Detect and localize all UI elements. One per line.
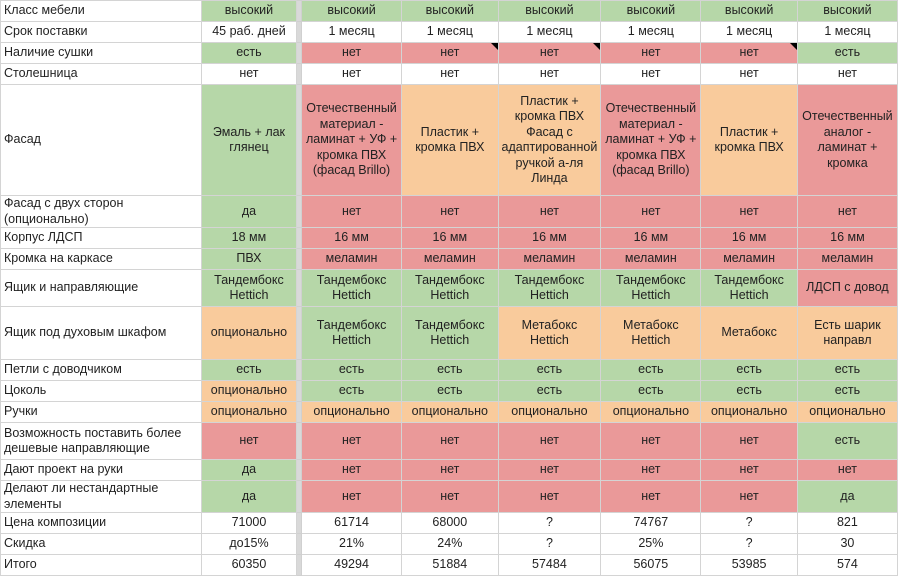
table-cell[interactable]: 30 (797, 534, 897, 555)
table-cell[interactable]: опционально (601, 402, 701, 423)
table-cell[interactable]: нет (701, 460, 797, 481)
table-cell[interactable]: есть (601, 381, 701, 402)
table-row (1, 85, 898, 196)
table-cell[interactable]: опционально (701, 402, 797, 423)
table-cell[interactable]: 16 мм (302, 228, 402, 249)
table-cell[interactable]: 1 месяц (302, 22, 402, 43)
table-cell[interactable]: да (201, 196, 297, 228)
table-cell[interactable]: меламин (701, 249, 797, 270)
table-cell[interactable]: 1 месяц (498, 22, 601, 43)
table-row (1, 381, 898, 402)
table-cell[interactable]: есть (498, 360, 601, 381)
table-cell[interactable]: 574 (797, 555, 897, 576)
table-cell[interactable]: нет (302, 481, 402, 513)
table-cell[interactable]: 61714 (302, 513, 402, 534)
table-cell[interactable]: высокий (201, 1, 297, 22)
table-cell[interactable]: 1 месяц (797, 22, 897, 43)
table-cell[interactable]: ПВХ (201, 249, 297, 270)
table-cell[interactable]: 16 мм (701, 228, 797, 249)
table-cell[interactable]: 74767 (601, 513, 701, 534)
table-cell[interactable]: меламин (402, 249, 498, 270)
table-cell[interactable]: есть (498, 381, 601, 402)
table-cell[interactable]: 1 месяц (402, 22, 498, 43)
table-cell[interactable]: высокий (402, 1, 498, 22)
table-cell[interactable]: нет (498, 196, 601, 228)
table-cell[interactable]: Отечественный аналог - ламинат + кромка (797, 85, 897, 196)
table-cell[interactable]: Тандембокс Hettich (302, 270, 402, 307)
table-cell[interactable]: 71000 (201, 513, 297, 534)
table-cell[interactable]: есть (797, 43, 897, 64)
table-cell[interactable]: высокий (498, 1, 601, 22)
row-label[interactable]: Петли с доводчиком (1, 360, 202, 381)
table-cell[interactable]: нет (498, 43, 601, 64)
table-cell[interactable]: опционально (498, 402, 601, 423)
table-cell[interactable]: 25% (601, 534, 701, 555)
table-cell[interactable]: высокий (701, 1, 797, 22)
table-cell[interactable]: нет (601, 460, 701, 481)
table-cell[interactable]: 16 мм (601, 228, 701, 249)
row-label[interactable]: Дают проект на руки (1, 460, 202, 481)
table-cell[interactable]: 56075 (601, 555, 701, 576)
row-label[interactable]: Ящик и направляющие (1, 270, 202, 307)
table-row (1, 555, 898, 576)
table-cell[interactable]: Тандембокс Hettich (201, 270, 297, 307)
table-cell[interactable]: Метабокс Hettich (498, 307, 601, 360)
table-cell[interactable]: нет (601, 196, 701, 228)
table-cell[interactable]: Тандембокс Hettich (302, 307, 402, 360)
table-cell[interactable]: нет (402, 423, 498, 460)
table-row (1, 249, 898, 270)
table-cell[interactable]: нет (402, 460, 498, 481)
table-cell[interactable]: есть (201, 43, 297, 64)
table-cell[interactable]: нет (302, 196, 402, 228)
table-cell[interactable]: 16 мм (402, 228, 498, 249)
table-row (1, 360, 898, 381)
table-cell[interactable]: Тандембокс Hettich (402, 270, 498, 307)
table-cell[interactable]: 821 (797, 513, 897, 534)
table-cell[interactable]: есть (701, 381, 797, 402)
table-cell[interactable]: да (201, 481, 297, 513)
table-cell[interactable]: Тандембокс Hettich (701, 270, 797, 307)
table-cell[interactable]: нет (402, 196, 498, 228)
row-label[interactable]: Ящик под духовым шкафом (1, 307, 202, 360)
row-label[interactable]: Возможность поставить более дешевые направляющие (1, 423, 202, 460)
row-label[interactable]: Наличие сушки (1, 43, 202, 64)
table-cell[interactable]: нет (402, 481, 498, 513)
table-row (1, 402, 898, 423)
table-cell[interactable]: ? (701, 534, 797, 555)
table-cell[interactable]: Пластик + кромка ПВХ (402, 85, 498, 196)
table-cell[interactable]: 1 месяц (601, 22, 701, 43)
table-cell[interactable]: нет (498, 460, 601, 481)
table-cell[interactable]: нет (701, 64, 797, 85)
table-cell[interactable]: 49294 (302, 555, 402, 576)
table-cell[interactable]: меламин (601, 249, 701, 270)
table-cell[interactable]: Метабокс Hettich (601, 307, 701, 360)
table-cell[interactable]: меламин (302, 249, 402, 270)
table-cell[interactable]: нет (302, 64, 402, 85)
table-cell[interactable]: опционально (201, 381, 297, 402)
table-cell[interactable]: нет (601, 64, 701, 85)
table-row (1, 307, 898, 360)
table-cell[interactable]: 45 раб. дней (201, 22, 297, 43)
row-label[interactable]: Делают ли нестандартные элементы (1, 481, 202, 513)
row-label[interactable]: Кромка на каркасе (1, 249, 202, 270)
table-cell[interactable]: Отечественный материал - ламинат + УФ + кромка ПВХ (фасад Brillo) (601, 85, 701, 196)
row-label[interactable]: Ручки (1, 402, 202, 423)
table-cell[interactable]: Есть шарик направл (797, 307, 897, 360)
table-row (1, 1, 898, 22)
table-cell[interactable]: Тандембокс Hettich (402, 307, 498, 360)
table-cell[interactable]: меламин (797, 249, 897, 270)
table-cell[interactable]: нет (402, 64, 498, 85)
table-cell[interactable]: Тандембокс Hettich (498, 270, 601, 307)
table-cell[interactable]: есть (402, 381, 498, 402)
table-cell[interactable]: нет (302, 43, 402, 64)
table-cell[interactable]: нет (601, 481, 701, 513)
row-label[interactable]: Столешница (1, 64, 202, 85)
table-cell[interactable]: Отечественный материал - ламинат + УФ + кромка ПВХ (фасад Brillo) (302, 85, 402, 196)
row-label[interactable]: Фасад (1, 85, 202, 196)
table-cell[interactable]: нет (201, 423, 297, 460)
table-cell[interactable]: 57484 (498, 555, 601, 576)
table-cell[interactable]: 51884 (402, 555, 498, 576)
table-cell[interactable]: нет (302, 423, 402, 460)
table-cell[interactable]: нет (701, 196, 797, 228)
row-label[interactable]: Корпус ЛДСП (1, 228, 202, 249)
table-cell[interactable]: ? (701, 513, 797, 534)
table-cell[interactable]: нет (302, 460, 402, 481)
table-cell[interactable]: опционально (402, 402, 498, 423)
row-label[interactable]: Цена композиции (1, 513, 202, 534)
row-label[interactable]: Цоколь (1, 381, 202, 402)
table-cell[interactable]: нет (601, 423, 701, 460)
table-cell[interactable]: нет (498, 64, 601, 85)
row-label[interactable]: Фасад с двух сторон (опционально) (1, 196, 202, 228)
table-cell[interactable]: 16 мм (797, 228, 897, 249)
table-cell[interactable]: опционально (302, 402, 402, 423)
table-cell[interactable]: нет (797, 460, 897, 481)
table-row (1, 481, 898, 513)
table-cell[interactable]: Пластик + кромка ПВХ Фасад с адаптированной ручкой а-ля Линда (498, 85, 601, 196)
table-cell[interactable]: нет (797, 64, 897, 85)
table-cell[interactable]: 16 мм (498, 228, 601, 249)
table-row (1, 43, 898, 64)
table-cell[interactable]: Тандембокс Hettich (601, 270, 701, 307)
table-cell[interactable]: есть (797, 381, 897, 402)
table-cell[interactable]: меламин (498, 249, 601, 270)
table-cell[interactable]: нет (601, 43, 701, 64)
table-cell[interactable]: да (201, 460, 297, 481)
table-cell[interactable]: Эмаль + лак глянец (201, 85, 297, 196)
table-cell[interactable]: до15% (201, 534, 297, 555)
table-cell[interactable]: есть (201, 360, 297, 381)
table-row (1, 22, 898, 43)
table-cell[interactable]: нет (201, 64, 297, 85)
table-cell[interactable]: 53985 (701, 555, 797, 576)
row-label[interactable]: Итого (1, 555, 202, 576)
table-cell[interactable]: есть (601, 360, 701, 381)
table-row (1, 423, 898, 460)
table-cell[interactable]: 68000 (402, 513, 498, 534)
table-cell[interactable]: нет (402, 43, 498, 64)
table-cell[interactable]: опционально (797, 402, 897, 423)
table-cell[interactable]: ? (498, 534, 601, 555)
table-row (1, 513, 898, 534)
table-cell[interactable]: ? (498, 513, 601, 534)
table-cell[interactable]: Метабокс (701, 307, 797, 360)
table-row (1, 196, 898, 228)
table-cell[interactable]: есть (402, 360, 498, 381)
table-cell[interactable]: есть (701, 360, 797, 381)
table-cell[interactable]: есть (302, 381, 402, 402)
table-cell[interactable]: высокий (601, 1, 701, 22)
table-cell[interactable]: есть (797, 360, 897, 381)
table-cell[interactable]: 24% (402, 534, 498, 555)
table-cell[interactable]: 18 мм (201, 228, 297, 249)
table-cell[interactable]: нет (797, 196, 897, 228)
table-cell[interactable]: нет (701, 423, 797, 460)
table-cell[interactable]: нет (701, 43, 797, 64)
table-cell[interactable]: да (797, 481, 897, 513)
table-cell[interactable]: высокий (797, 1, 897, 22)
table-row (1, 64, 898, 85)
table-row (1, 270, 898, 307)
table-cell[interactable]: нет (498, 423, 601, 460)
table-cell[interactable]: нет (701, 481, 797, 513)
table-cell[interactable]: есть (797, 423, 897, 460)
table-cell[interactable]: есть (302, 360, 402, 381)
table-cell[interactable]: ЛДСП с довод (797, 270, 897, 307)
table-cell[interactable]: нет (498, 481, 601, 513)
table-cell[interactable]: опционально (201, 402, 297, 423)
row-label[interactable]: Срок поставки (1, 22, 202, 43)
table-row (1, 228, 898, 249)
table-cell[interactable]: 21% (302, 534, 402, 555)
row-label[interactable]: Скидка (1, 534, 202, 555)
table-row (1, 460, 898, 481)
table-row (1, 534, 898, 555)
table-cell[interactable]: высокий (302, 1, 402, 22)
table-cell[interactable]: 60350 (201, 555, 297, 576)
row-label[interactable]: Класс мебели (1, 1, 202, 22)
table-cell[interactable]: Пластик + кромка ПВХ (701, 85, 797, 196)
table-cell[interactable]: опционально (201, 307, 297, 360)
table-cell[interactable]: 1 месяц (701, 22, 797, 43)
